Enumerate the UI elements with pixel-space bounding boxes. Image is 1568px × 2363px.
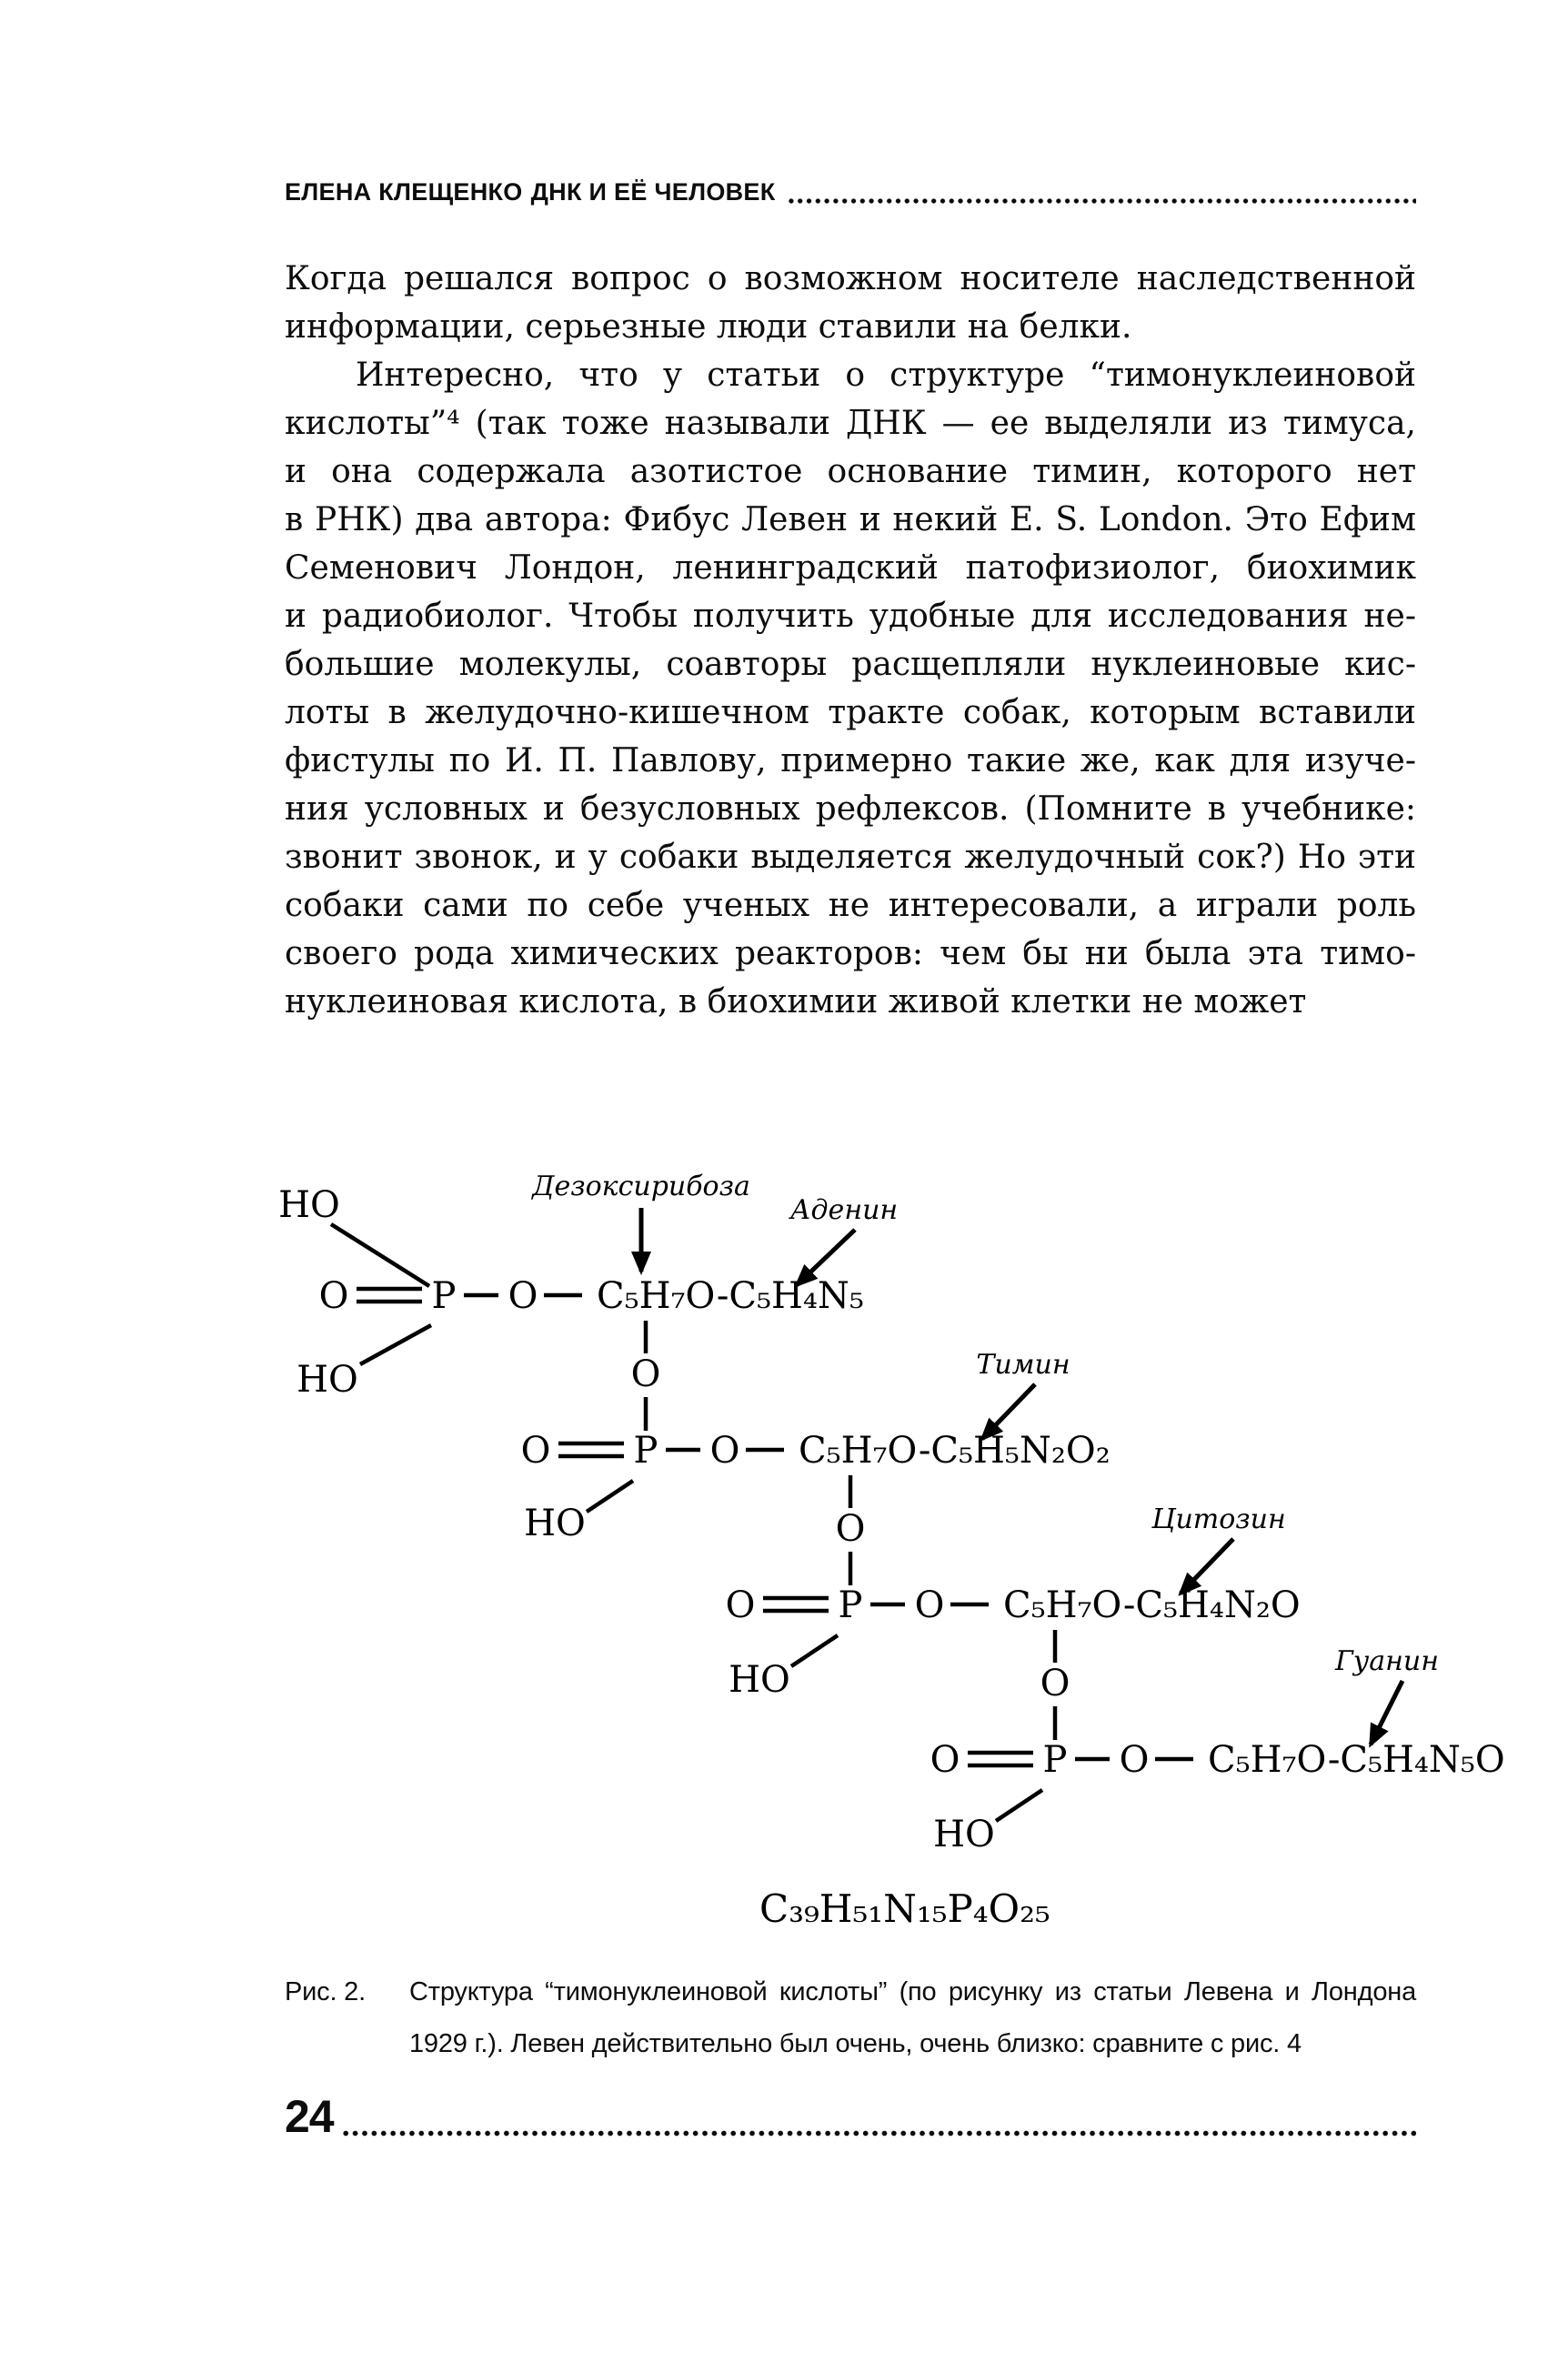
caption-line: 1929 г.). Левен действительно был очень, очень близко: сравните с рис. 4 — [409, 2029, 1302, 2058]
body-line: и она содержала азотистое основание тимин, которого нет — [285, 453, 1416, 490]
ho-group: HO — [278, 1184, 340, 1226]
oxygen-atom: O — [709, 1430, 740, 1472]
body-line: своего рода химических реакторов: чем бы ни была эта тимо- — [285, 935, 1416, 972]
body-line: Семенович Лондон, ленинградский патофизиолог, биохимик — [285, 549, 1416, 587]
body-line: в РНК) два автора: Фибус Левен и некий E. S. London. Это Ефим — [285, 501, 1416, 538]
label-deoxyribose: Дезоксирибоза — [532, 1171, 750, 1202]
ho-group: HO — [524, 1503, 586, 1544]
nucleoside-formula-cytosine: C₅H₇O-C₅H₄N₂O — [1003, 1584, 1301, 1626]
nucleoside-formula-adenine: C₅H₇O-C₅H₄N₅ — [597, 1275, 864, 1317]
header-book-title: ДНК И ЕЁ ЧЕЛОВЕК — [530, 178, 776, 206]
phosphorus-atom: P — [633, 1430, 658, 1472]
page-header — [285, 178, 1416, 206]
oxygen-atom: O — [1119, 1739, 1150, 1781]
body-line: большие молекулы, соавторы расщепляли нуклеиновые кис- — [285, 646, 1416, 683]
label-cytosine: Цитозин — [1151, 1503, 1286, 1535]
ho-group: HO — [933, 1814, 995, 1855]
phosphorus-atom: P — [1042, 1739, 1068, 1781]
body-line: Когда решался вопрос о возможном носителе наследственной — [285, 260, 1416, 297]
page-footer — [285, 2090, 1416, 2143]
figure-caption — [285, 1966, 1416, 2070]
label-guanine: Гуанин — [1335, 1645, 1439, 1677]
arrow-guanine — [1371, 1681, 1402, 1745]
caption-line: Структура “тимонуклеиновой кислоты” (по рисунку из статьи Левена и Лондона — [409, 1977, 1416, 2006]
phosphate-unit-3 — [726, 1584, 1301, 1701]
nucleoside-formula-guanine: C₅H₇O-C₅H₄N₅O — [1208, 1739, 1505, 1781]
body-line: нуклеиновая кислота, в биохимии живой клетки не может — [285, 983, 1307, 1021]
body-line: Интересно, что у статьи о структуре “тимонуклеиновой — [356, 357, 1416, 394]
oxygen-atom: O — [914, 1584, 945, 1626]
phosphorus-atom: P — [838, 1584, 863, 1626]
footer-dotted-leader — [341, 2129, 1416, 2137]
oxygen-atom: O — [318, 1275, 349, 1317]
body-line: и радиобиолог. Чтобы получить удобные для исследования не- — [285, 598, 1416, 635]
bond-ho-p — [587, 1481, 633, 1512]
header-dotted-leader — [787, 197, 1416, 205]
chemical-structure-figure — [255, 1153, 1546, 1954]
page-number: 24 — [285, 2091, 334, 2142]
chain-oxygen: O — [835, 1508, 866, 1550]
chain-oxygen: O — [1040, 1663, 1070, 1704]
phosphate-unit-2 — [521, 1430, 1111, 1544]
oxygen-atom: O — [930, 1739, 960, 1781]
bond-ho-p — [996, 1790, 1042, 1821]
summary-molecular-formula: C₃₉H₅₁N₁₅P₄O₂₅ — [759, 1886, 1050, 1931]
oxygen-atom: O — [725, 1584, 756, 1626]
body-line: ния условных и безусловных рефлексов. (Помните в учебнике: — [285, 790, 1416, 828]
body-line: кислоты”⁴ (так тоже называли ДНК — ее выделяли из тимуса, — [285, 405, 1416, 442]
figure-caption-text — [409, 1966, 1416, 2070]
thymonucleic-acid-structure-svg — [255, 1153, 1546, 1954]
body-line: собаки сами по себе ученых не интересовали, а играли роль — [285, 887, 1416, 924]
body-line: лоты в желудочно-кишечном тракте собак, которым вставили — [285, 694, 1416, 731]
nucleoside-formula-thymine: C₅H₇O-C₅H₅N₂O₂ — [799, 1430, 1111, 1472]
ho-group: HO — [297, 1359, 358, 1401]
bond-ho-p — [791, 1635, 838, 1666]
phosphate-unit-1 — [278, 1184, 864, 1401]
phosphate-unit-4 — [930, 1739, 1505, 1855]
chain-oxygen: O — [630, 1353, 661, 1395]
phosphorus-atom: P — [431, 1275, 457, 1317]
oxygen-atom: O — [508, 1275, 538, 1317]
body-line: звонит звонок, и у собаки выделяется желудочный сок?) Но эти — [285, 839, 1416, 876]
label-adenine: Аденин — [789, 1194, 899, 1226]
header-author: ЕЛЕНА КЛЕЩЕНКО — [285, 178, 523, 206]
figure-caption-label: Рис. 2. — [285, 1977, 366, 2006]
body-line: информации, серьезные люди ставили на белки. — [285, 308, 1132, 346]
label-thymine: Тимин — [976, 1349, 1070, 1381]
body-text — [285, 255, 1416, 1026]
oxygen-atom: O — [520, 1430, 551, 1472]
body-line: фистулы по И. П. Павлову, примерно такие же, как для изуче- — [285, 742, 1416, 779]
bond-ho-p — [360, 1325, 431, 1364]
ho-group: HO — [729, 1659, 790, 1701]
